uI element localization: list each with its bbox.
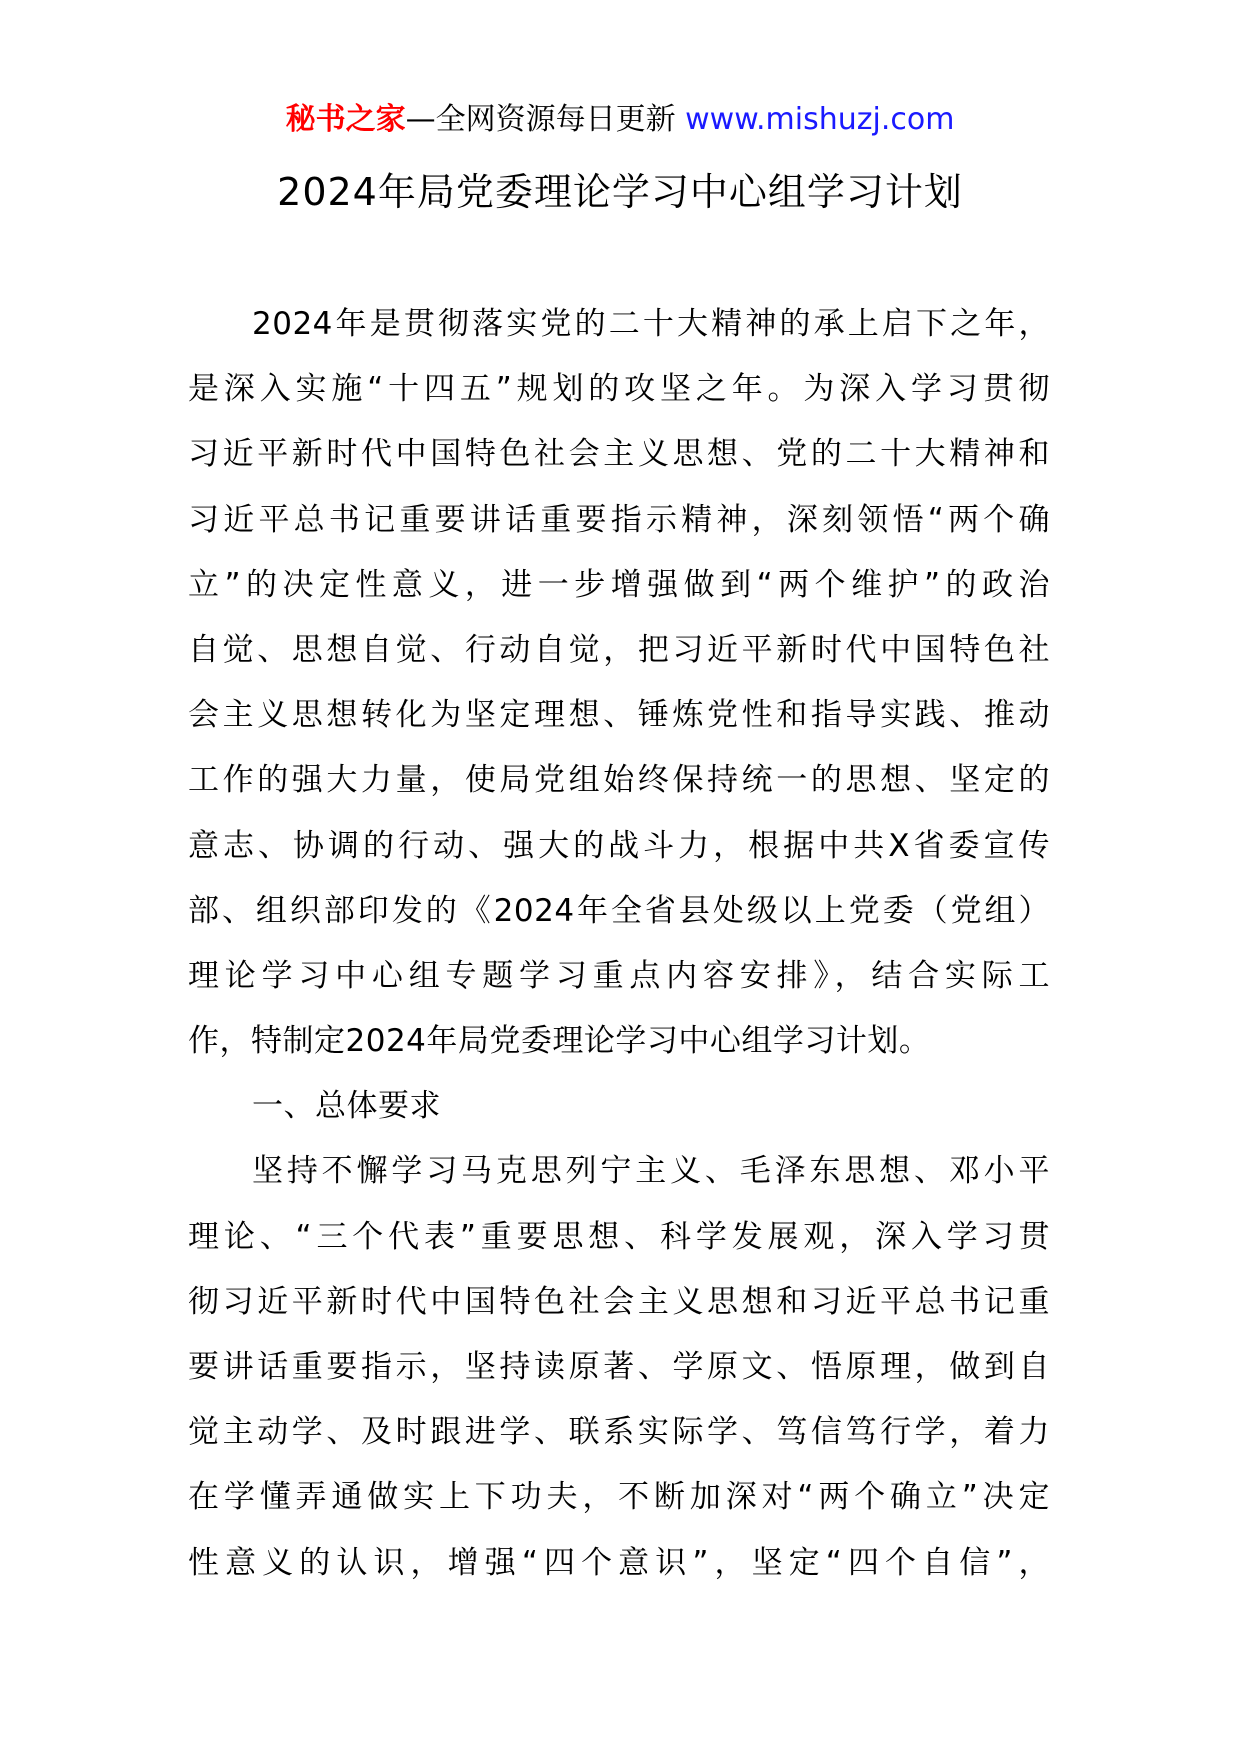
body-line: 工作的强大力量，使局党组始终保持统一的思想、坚定的	[188, 762, 1050, 799]
body-line: 要讲话重要指示，坚持读原著、学原文、悟原理，做到自	[188, 1349, 1050, 1385]
body-line: 部、组织部印发的《2024年全省县处级以上党委（党组）	[188, 892, 1050, 929]
body-line: 是深入实施“十四五”规划的攻坚之年。为深入学习贯彻	[188, 371, 1050, 408]
site-url-link[interactable]: www.mishuzj.com	[685, 102, 955, 137]
body-line: 习近平总书记重要讲话重要指示精神，深刻领悟“两个确	[188, 501, 1050, 538]
body-line: 会主义思想转化为坚定理想、锤炼党性和指导实践、推动	[188, 697, 1050, 734]
body-line: 理论、“三个代表”重要思想、科学发展观，深入学习贯	[188, 1218, 1050, 1255]
site-header	[0, 98, 1240, 142]
body-line: 坚持不懈学习马克思列宁主义、毛泽东思想、邓小平	[252, 1153, 1050, 1190]
body-line: 性意义的认识，增强“四个意识”，坚定“四个自信”，	[188, 1544, 1050, 1581]
body-line: 2024年是贯彻落实党的二十大精神的承上启下之年，	[252, 306, 1050, 342]
body-line: 在学懂弄通做实上下功夫，不断加深对“两个确立”决定	[188, 1479, 1050, 1516]
header-tagline: —全网资源每日更新	[405, 102, 676, 137]
body-line: 理论学习中心组专题学习重点内容安排》，结合实际工	[188, 957, 1050, 994]
body-line: 作，特制定2024年局党委理论学习中心组学习计划。	[188, 1023, 931, 1060]
document-body	[188, 292, 1050, 1596]
document-title: 2024年局党委理论学习中心组学习计划	[277, 170, 963, 214]
body-line: 自觉、思想自觉、行动自觉，把习近平新时代中国特色社	[188, 631, 1050, 668]
brand-name: 秘书之家	[285, 102, 406, 137]
body-line: 习近平新时代中国特色社会主义思想、党的二十大精神和	[188, 436, 1050, 473]
body-line: 意志、协调的行动、强大的战斗力，根据中共X省委宣传	[188, 827, 1050, 864]
body-line: 彻习近平新时代中国特色社会主义思想和习近平总书记重	[188, 1283, 1050, 1320]
section-heading: 一、总体要求	[252, 1088, 441, 1125]
body-line: 立”的决定性意义，进一步增强做到“两个维护”的政治	[188, 566, 1050, 603]
body-line: 觉主动学、及时跟进学、联系实际学、笃信笃行学，着力	[188, 1414, 1050, 1451]
